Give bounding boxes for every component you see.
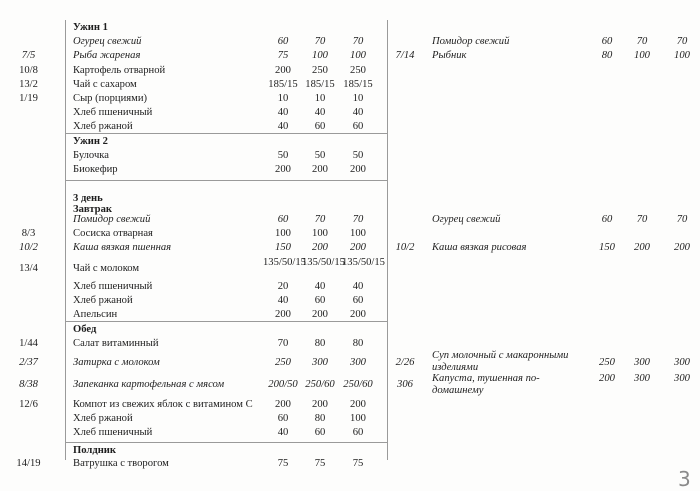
dish-name: Биокефир bbox=[73, 164, 118, 175]
alt-portion-1: 250 bbox=[599, 357, 615, 368]
portion-3: 200 bbox=[350, 242, 366, 253]
portion-2: 60 bbox=[314, 121, 326, 132]
dish-name: Помидор свежий bbox=[73, 214, 151, 225]
portion-3: 250 bbox=[350, 65, 366, 76]
portion-2: 75 bbox=[314, 458, 326, 469]
portion-1: 150 bbox=[275, 242, 291, 253]
alt-portion-1: 200 bbox=[599, 373, 615, 384]
portion-2: 250/60 bbox=[305, 379, 335, 390]
portion-3: 75 bbox=[352, 458, 364, 469]
section-day-3: 3 день bbox=[73, 193, 103, 204]
portion-1: 75 bbox=[277, 50, 289, 61]
alt-dish-name: Каша вязкая рисовая bbox=[432, 242, 527, 253]
portion-1: 200 bbox=[275, 399, 291, 410]
dish-code: 8/38 bbox=[19, 379, 38, 390]
portion-2: 300 bbox=[312, 357, 328, 368]
dish-code: 13/4 bbox=[19, 263, 38, 274]
alt-portion-3: 200 bbox=[674, 242, 690, 253]
alt-dish-code: 10/2 bbox=[395, 242, 415, 253]
dish-name: Хлеб ржаной bbox=[73, 413, 133, 424]
dish-name: Затирка с молоком bbox=[73, 357, 160, 368]
dish-code: 13/2 bbox=[19, 79, 38, 90]
dish-code: 12/6 bbox=[19, 399, 38, 410]
portion-1: 40 bbox=[277, 427, 289, 438]
portion-3: 60 bbox=[352, 121, 364, 132]
dish-code: 7/5 bbox=[21, 50, 36, 61]
portion-3: 185/15 bbox=[343, 79, 373, 90]
dish-name: Каша вязкая пшенная bbox=[73, 242, 172, 253]
alt-portion-1: 60 bbox=[601, 214, 613, 225]
portion-3: 10 bbox=[352, 93, 364, 104]
portion-3: 200 bbox=[350, 399, 366, 410]
portion-3: 50 bbox=[352, 150, 364, 161]
alt-portion-2: 200 bbox=[634, 242, 650, 253]
portion-1: 200 bbox=[275, 309, 291, 320]
section-uzhin-2: Ужин 2 bbox=[73, 136, 108, 147]
portion-2: 100 bbox=[312, 50, 328, 61]
portion-1: 40 bbox=[277, 107, 289, 118]
portion-2: 60 bbox=[314, 295, 326, 306]
portion-1: 10 bbox=[277, 93, 289, 104]
portion-3: 100 bbox=[350, 228, 366, 239]
portion-2: 200 bbox=[312, 399, 328, 410]
dish-code: 1/44 bbox=[19, 338, 38, 349]
portion-3: 200 bbox=[350, 164, 366, 175]
alt-dish-name: Помидор свежий bbox=[432, 36, 510, 47]
dish-name: Огурец свежий bbox=[73, 36, 142, 47]
portion-2: 40 bbox=[314, 281, 326, 292]
portion-3: 80 bbox=[352, 338, 364, 349]
portion-1: 70 bbox=[277, 338, 289, 349]
alt-portion-3: 300 bbox=[674, 357, 690, 368]
portion-1: 135/50/15 bbox=[263, 257, 306, 268]
portion-3: 300 bbox=[350, 357, 366, 368]
page-number: 3 bbox=[678, 467, 691, 491]
dish-name: Хлеб ржаной bbox=[73, 121, 133, 132]
dish-code: 8/3 bbox=[21, 228, 36, 239]
portion-2: 250 bbox=[312, 65, 328, 76]
alt-portion-3: 300 bbox=[674, 373, 690, 384]
portion-1: 60 bbox=[277, 413, 289, 424]
section-zavtrak: Завтрак bbox=[73, 204, 112, 215]
dish-code: 2/37 bbox=[19, 357, 38, 368]
portion-1: 40 bbox=[277, 295, 289, 306]
dish-name: Салат витаминный bbox=[73, 338, 159, 349]
alt-portion-1: 80 bbox=[601, 50, 613, 61]
portion-1: 200 bbox=[275, 65, 291, 76]
portion-1: 200/50 bbox=[268, 379, 298, 390]
portion-1: 75 bbox=[277, 458, 289, 469]
alt-portion-2: 100 bbox=[634, 50, 650, 61]
dish-name: Рыба жареная bbox=[73, 50, 141, 61]
portion-2: 185/15 bbox=[305, 79, 335, 90]
portion-3: 60 bbox=[352, 427, 364, 438]
dish-name: Хлеб пшеничный bbox=[73, 281, 153, 292]
portion-2: 135/50/15 bbox=[302, 257, 345, 268]
dish-name: Компот из свежих яблок с витамином С bbox=[73, 399, 253, 410]
portion-2: 60 bbox=[314, 427, 326, 438]
section-obed: Обед bbox=[73, 324, 97, 335]
portion-2: 200 bbox=[312, 164, 328, 175]
portion-3: 100 bbox=[350, 50, 366, 61]
dish-name: Сыр (порциями) bbox=[73, 93, 148, 104]
dish-code: 1/19 bbox=[19, 93, 38, 104]
dish-name: Чай с молоком bbox=[73, 263, 140, 274]
dish-name: Булочка bbox=[73, 150, 109, 161]
portion-2: 10 bbox=[314, 93, 326, 104]
dish-name: Сосиска отварная bbox=[73, 228, 153, 239]
portion-1: 250 bbox=[275, 357, 291, 368]
dish-code: 10/8 bbox=[19, 65, 38, 76]
alt-dish-code: 2/26 bbox=[395, 357, 415, 368]
alt-dish-code: 306 bbox=[397, 379, 413, 390]
alt-portion-2: 300 bbox=[634, 373, 650, 384]
alt-dish-name: Огурец свежий bbox=[432, 214, 501, 225]
alt-portion-3: 70 bbox=[676, 214, 688, 225]
dish-name: Чай с сахаром bbox=[73, 79, 137, 90]
portion-1: 200 bbox=[275, 164, 291, 175]
portion-2: 200 bbox=[312, 242, 328, 253]
portion-2: 100 bbox=[312, 228, 328, 239]
portion-1: 60 bbox=[277, 36, 289, 47]
alt-dish-code: 7/14 bbox=[395, 50, 415, 61]
alt-dish-name: Рыбник bbox=[432, 50, 467, 61]
dish-code: 14/19 bbox=[16, 458, 41, 469]
alt-portion-1: 150 bbox=[599, 242, 615, 253]
dish-name: Запеканка картофельная с мясом bbox=[73, 379, 225, 390]
section-poldnik: Полдник bbox=[73, 445, 117, 456]
portion-2: 80 bbox=[314, 338, 326, 349]
portion-1: 20 bbox=[277, 281, 289, 292]
portion-1: 40 bbox=[277, 121, 289, 132]
dish-code: 10/2 bbox=[19, 242, 38, 253]
alt-portion-2: 70 bbox=[636, 214, 648, 225]
portion-3: 100 bbox=[350, 413, 366, 424]
portion-2: 40 bbox=[314, 107, 326, 118]
portion-3: 70 bbox=[352, 36, 364, 47]
section-uzhin-1: Ужин 1 bbox=[73, 22, 108, 33]
dish-name: Картофель отварной bbox=[73, 65, 166, 76]
dish-name: Хлеб пшеничный bbox=[73, 107, 153, 118]
portion-3: 40 bbox=[352, 107, 364, 118]
portion-3: 70 bbox=[352, 214, 364, 225]
portion-2: 200 bbox=[312, 309, 328, 320]
dish-name: Апельсин bbox=[73, 309, 118, 320]
alt-portion-2: 70 bbox=[636, 36, 648, 47]
portion-2: 50 bbox=[314, 150, 326, 161]
dish-name: Ватрушка с творогом bbox=[73, 458, 169, 469]
alt-dish-name: Капуста, тушенная по-домашнему bbox=[432, 373, 540, 396]
dish-name: Хлеб пшеничный bbox=[73, 427, 153, 438]
alt-portion-1: 60 bbox=[601, 36, 613, 47]
portion-2: 70 bbox=[314, 36, 326, 47]
portion-1: 60 bbox=[277, 214, 289, 225]
portion-3: 40 bbox=[352, 281, 364, 292]
portion-3: 135/50/15 bbox=[342, 257, 385, 268]
alt-portion-3: 100 bbox=[674, 50, 690, 61]
portion-1: 100 bbox=[275, 228, 291, 239]
portion-3: 60 bbox=[352, 295, 364, 306]
alt-portion-3: 70 bbox=[676, 36, 688, 47]
dish-name: Хлеб ржаной bbox=[73, 295, 133, 306]
portion-2: 80 bbox=[314, 413, 326, 424]
portion-2: 70 bbox=[314, 214, 326, 225]
portion-1: 185/15 bbox=[268, 79, 298, 90]
alt-portion-2: 300 bbox=[634, 357, 650, 368]
portion-3: 250/60 bbox=[343, 379, 373, 390]
portion-3: 200 bbox=[350, 309, 366, 320]
portion-1: 50 bbox=[277, 150, 289, 161]
alt-dish-name: Суп молочный с макаронными изделиями bbox=[432, 350, 569, 373]
